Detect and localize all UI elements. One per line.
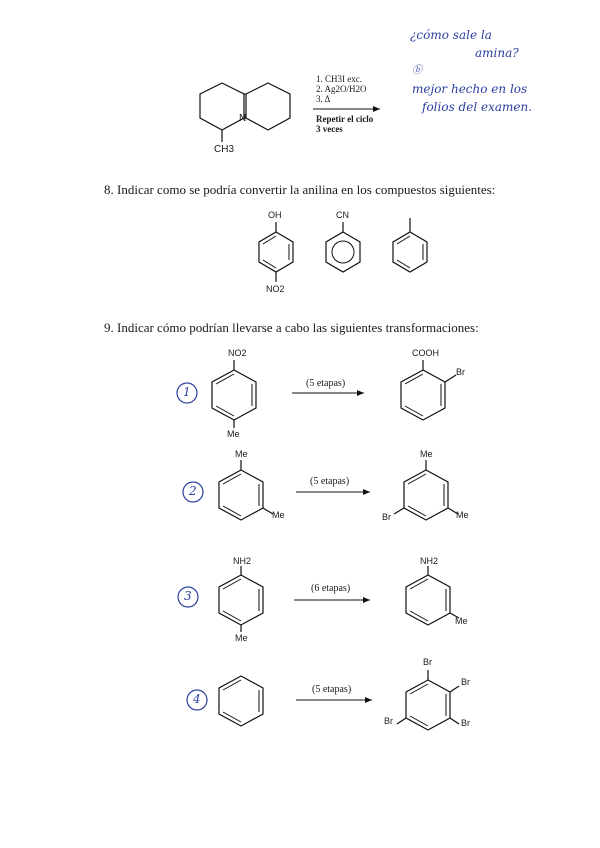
t2-product-left-label: Br [382, 512, 391, 522]
repeat-line-2: 3 veces [316, 124, 343, 134]
q8-compound-2-top-label: CN [336, 210, 349, 220]
note-line-2: amina? [475, 46, 519, 60]
t2-start-top-label: Me [235, 449, 248, 459]
transformation-3-marker: 3 [184, 589, 192, 603]
t3-start-top-label: NH2 [233, 556, 252, 566]
t2-product-top-label: Me [420, 449, 433, 459]
t3-product-side-label: Me [455, 616, 468, 626]
t2-product-right-label: Me [456, 510, 469, 520]
methyl-label: CH3 [214, 144, 235, 155]
question-9-number: 9. [104, 320, 114, 335]
condition-3: 3. Δ [316, 94, 331, 104]
t4-product-right-bottom-label: Br [461, 718, 470, 728]
condition-2: 2. Ag2O/H2O [316, 84, 367, 94]
note-line-4: mejor hecho en los [412, 82, 528, 96]
q8-compound-1-top-label: OH [268, 210, 282, 220]
t1-start-bottom-label: Me [227, 429, 240, 439]
t4-product-top-label: Br [423, 657, 432, 667]
t1-product-top-label: COOH [412, 348, 439, 358]
question-8-number: 8. [104, 182, 114, 197]
condition-1: 1. CH3I exc. [316, 74, 362, 84]
transformation-4-marker: 4 [193, 692, 201, 706]
t3-steps-label: (6 etapas) [311, 583, 351, 594]
repeat-line-1: Repetir el ciclo [316, 114, 374, 124]
note-line-5: folios del examen. [422, 100, 533, 114]
question-9-text: Indicar cómo podrían llevarse a cabo las siguientes transformaciones: [117, 320, 479, 335]
t4-product-right-top-label: Br [461, 677, 470, 687]
t3-product-top-label: NH2 [420, 556, 439, 566]
t1-product-side-label: Br [456, 367, 465, 377]
t2-start-side-label: Me [272, 510, 285, 520]
question-8-text: Indicar como se podría convertir la anilina en los compuestos siguientes: [117, 182, 496, 197]
t4-steps-label: (5 etapas) [312, 684, 352, 695]
transformation-1-marker: 1 [183, 385, 191, 399]
t1-start-top-label: NO2 [228, 348, 247, 358]
t1-steps-label: (5 etapas) [306, 378, 346, 389]
ring-nitrogen-label: N [239, 113, 247, 124]
note-line-1: ¿cómo sale la [410, 28, 492, 42]
q8-compound-1-bottom-label: NO2 [266, 284, 285, 294]
note-line-3: ⓑ [412, 65, 422, 76]
transformation-2-marker: 2 [189, 484, 197, 498]
t3-start-bottom-label: Me [235, 633, 248, 643]
t4-product-left-label: Br [384, 716, 393, 726]
t2-steps-label: (5 etapas) [310, 476, 350, 487]
